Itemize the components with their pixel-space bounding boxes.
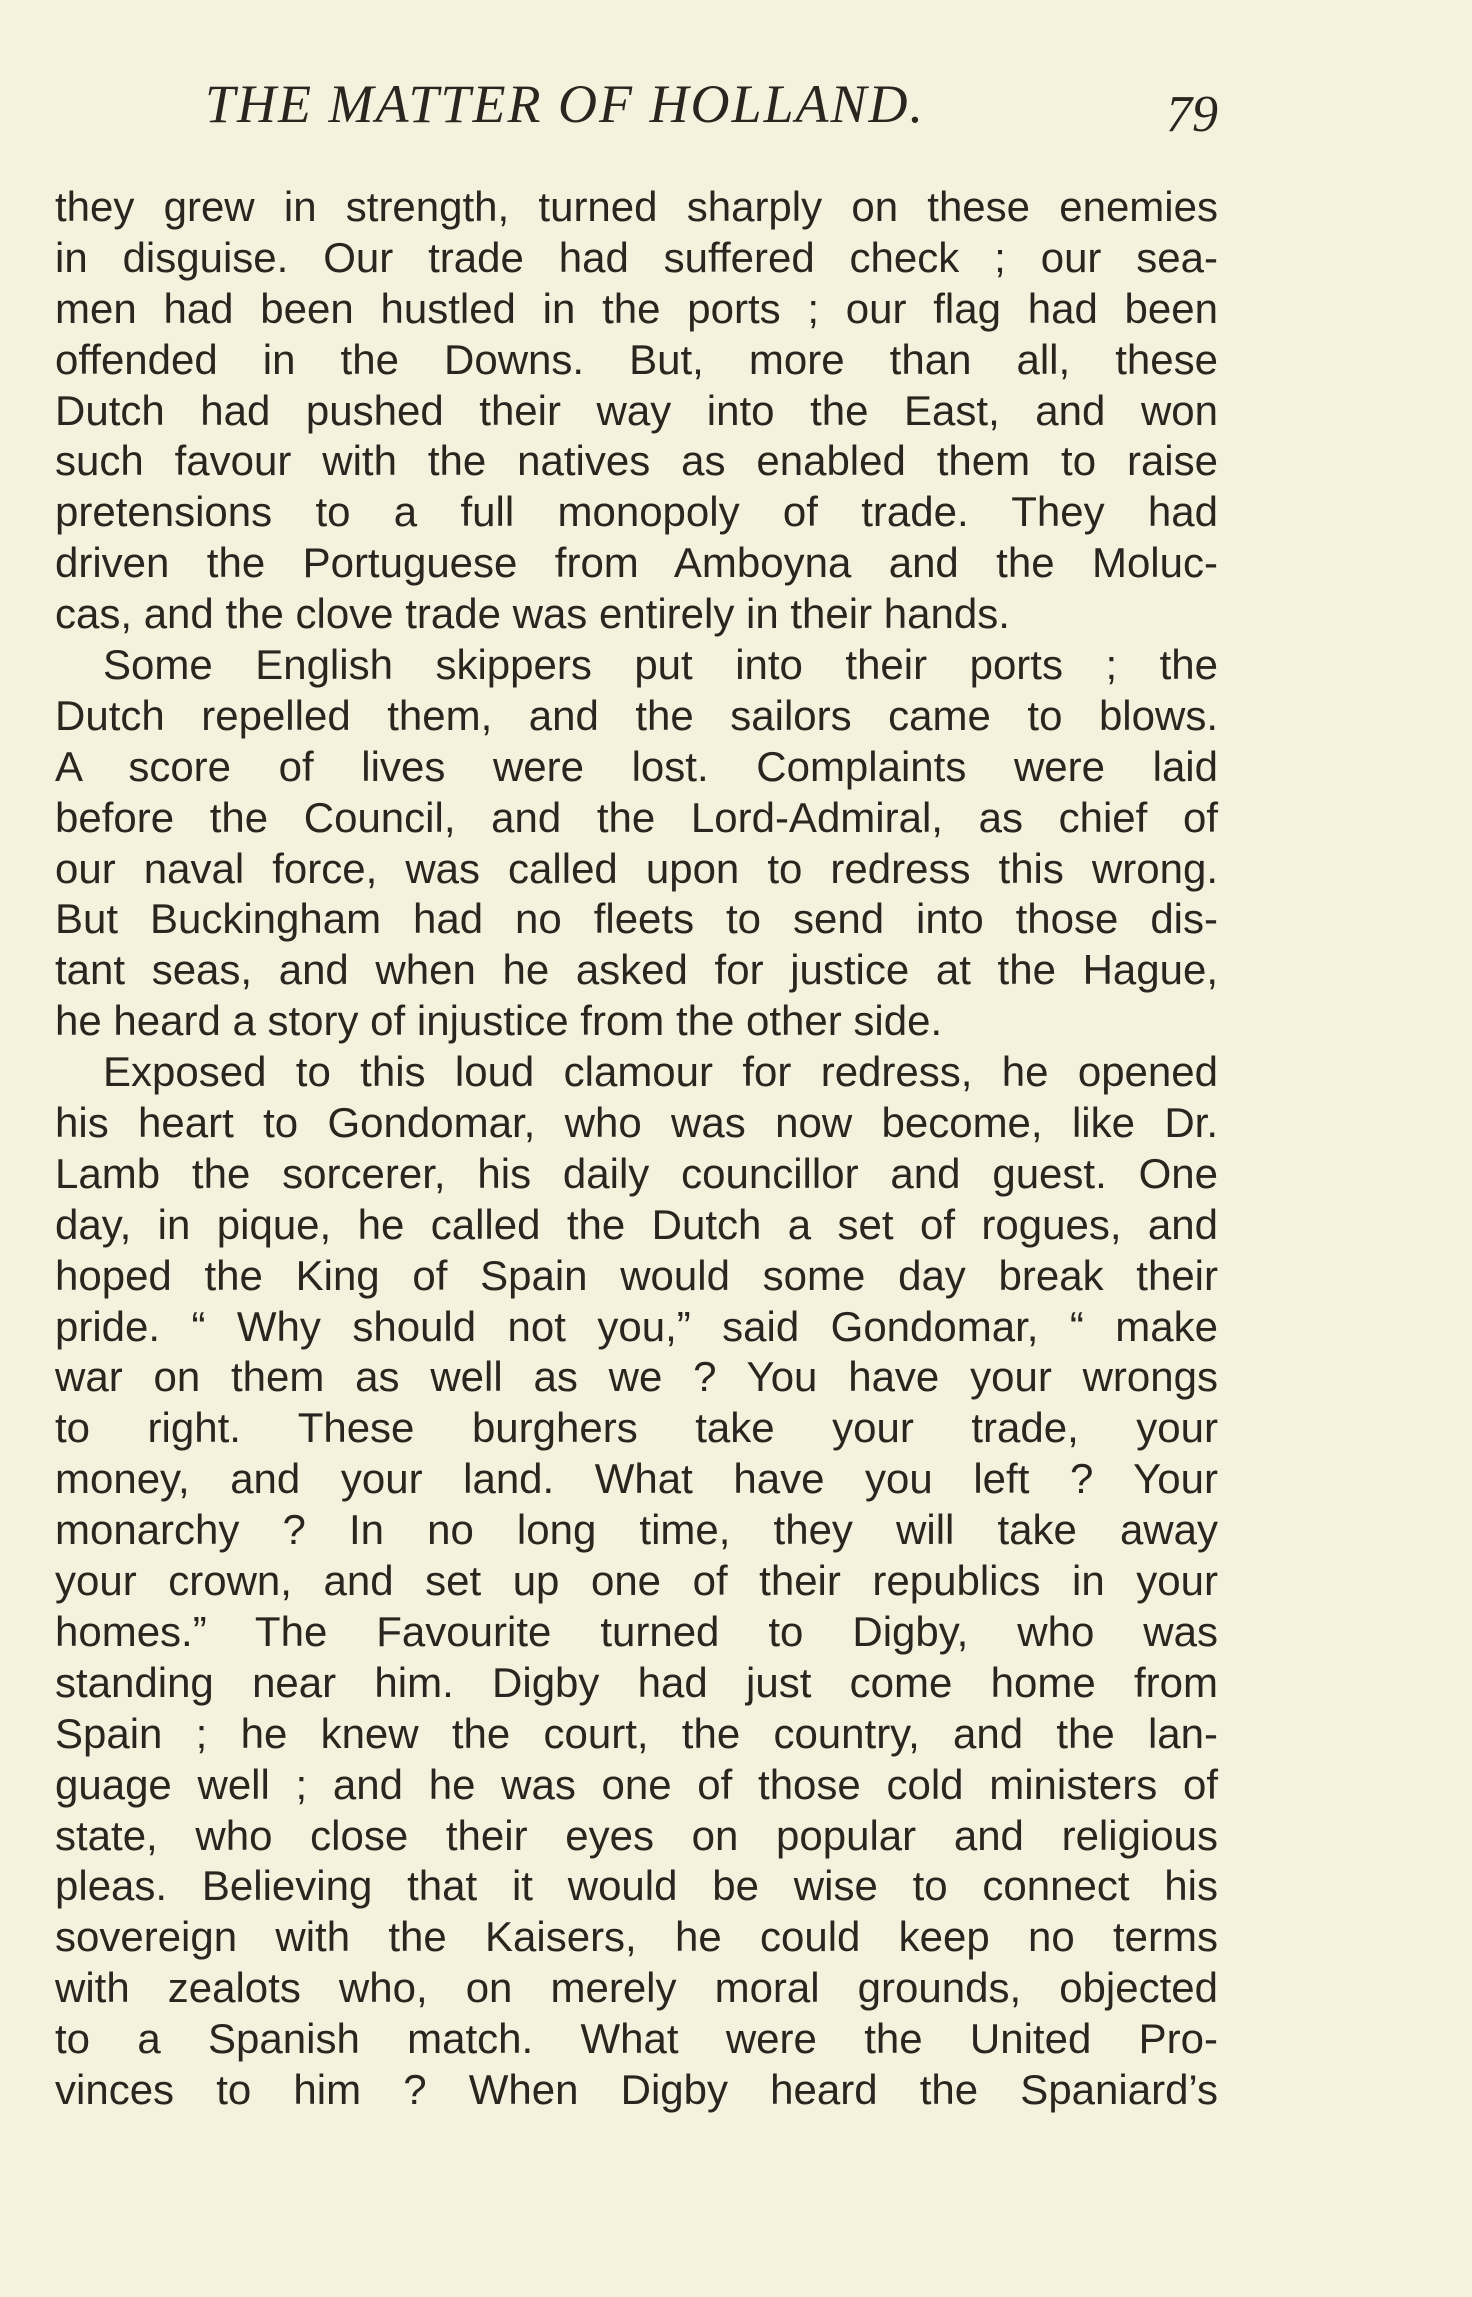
text-line: men had been hustled in the ports ; our flag had been xyxy=(55,284,1218,332)
text-line: with zealots who, on merely moral grounds, objected xyxy=(55,1964,1218,2012)
text-line: our naval force, was called upon to redress this wrong. xyxy=(55,844,1218,892)
text-line: Exposed to this loud clamour for redress, he opened xyxy=(103,1048,1218,1096)
text-line: day, in pique, he called the Dutch a set of rogues, and xyxy=(55,1200,1218,1248)
text-line: vinces to him ? When Digby heard the Spaniard’s xyxy=(55,2065,1218,2113)
text-line: war on them as well as we ? You have your wrongs xyxy=(55,1353,1218,1401)
text-line: money, and your land. What have you left ? Your xyxy=(55,1455,1218,1503)
text-line: your crown, and set up one of their republics in your xyxy=(55,1557,1218,1605)
text-line: hoped the King of Spain would some day break their xyxy=(55,1251,1218,1299)
text-line: monarchy ? In no long time, they will take away xyxy=(55,1506,1218,1554)
text-line: they grew in strength, turned sharply on these enemies xyxy=(55,183,1218,230)
text-line: driven the Portuguese from Amboyna and the Moluc- xyxy=(55,539,1218,587)
text-line: Some English skippers put into their ports ; the xyxy=(103,641,1218,689)
text-line: pleas. Believing that it would be wise to connect his xyxy=(55,1862,1218,1910)
text-line: tant seas, and when he asked for justice at the Hague, xyxy=(55,946,1218,994)
text-line: pride. “ Why should not you,” said Gondomar, “ make xyxy=(55,1302,1218,1350)
text-line: in disguise. Our trade had suffered check ; our sea- xyxy=(55,233,1218,281)
text-line: Lamb the sorcerer, his daily councillor and guest. One xyxy=(55,1149,1218,1197)
text-line: to right. These burghers take your trade, your xyxy=(55,1404,1218,1452)
text-line: to a Spanish match. What were the United Pro- xyxy=(55,2015,1218,2063)
running-head-title: THE MATTER OF HOLLAND. xyxy=(205,74,926,134)
text-line: he heard a story of injustice from the other side. xyxy=(55,997,943,1045)
text-line: offended in the Downs. But, more than all, these xyxy=(55,335,1218,383)
text-line: his heart to Gondomar, who was now become, like Dr. xyxy=(55,1099,1218,1147)
text-line: Spain ; he knew the court, the country, and the lan- xyxy=(55,1709,1218,1757)
text-line: Dutch repelled them, and the sailors came to blows. xyxy=(55,691,1218,739)
text-line: guage well ; and he was one of those cold ministers of xyxy=(55,1760,1218,1808)
page-number: 79 xyxy=(1166,86,1218,143)
text-line: before the Council, and the Lord-Admiral, as chief of xyxy=(55,793,1218,841)
text-line: such favour with the natives as enabled them to raise xyxy=(55,437,1218,485)
text-line: pretensions to a full monopoly of trade. They had xyxy=(55,488,1218,536)
text-line: A score of lives were lost. Complaints were laid xyxy=(55,742,1218,790)
text-line: sovereign with the Kaisers, he could keep no terms xyxy=(55,1913,1218,1961)
text-line: But Buckingham had no fleets to send into those dis- xyxy=(55,895,1218,943)
text-line: homes.” The Favourite turned to Digby, who was xyxy=(55,1607,1218,1655)
text-line: Dutch had pushed their way into the East, and won xyxy=(55,386,1218,434)
body-text xyxy=(55,182,1218,2116)
text-line: standing near him. Digby had just come home from xyxy=(55,1658,1218,1706)
text-line: cas, and the clove trade was entirely in their hands. xyxy=(55,590,1010,638)
text-line: state, who close their eyes on popular and religious xyxy=(55,1811,1218,1859)
